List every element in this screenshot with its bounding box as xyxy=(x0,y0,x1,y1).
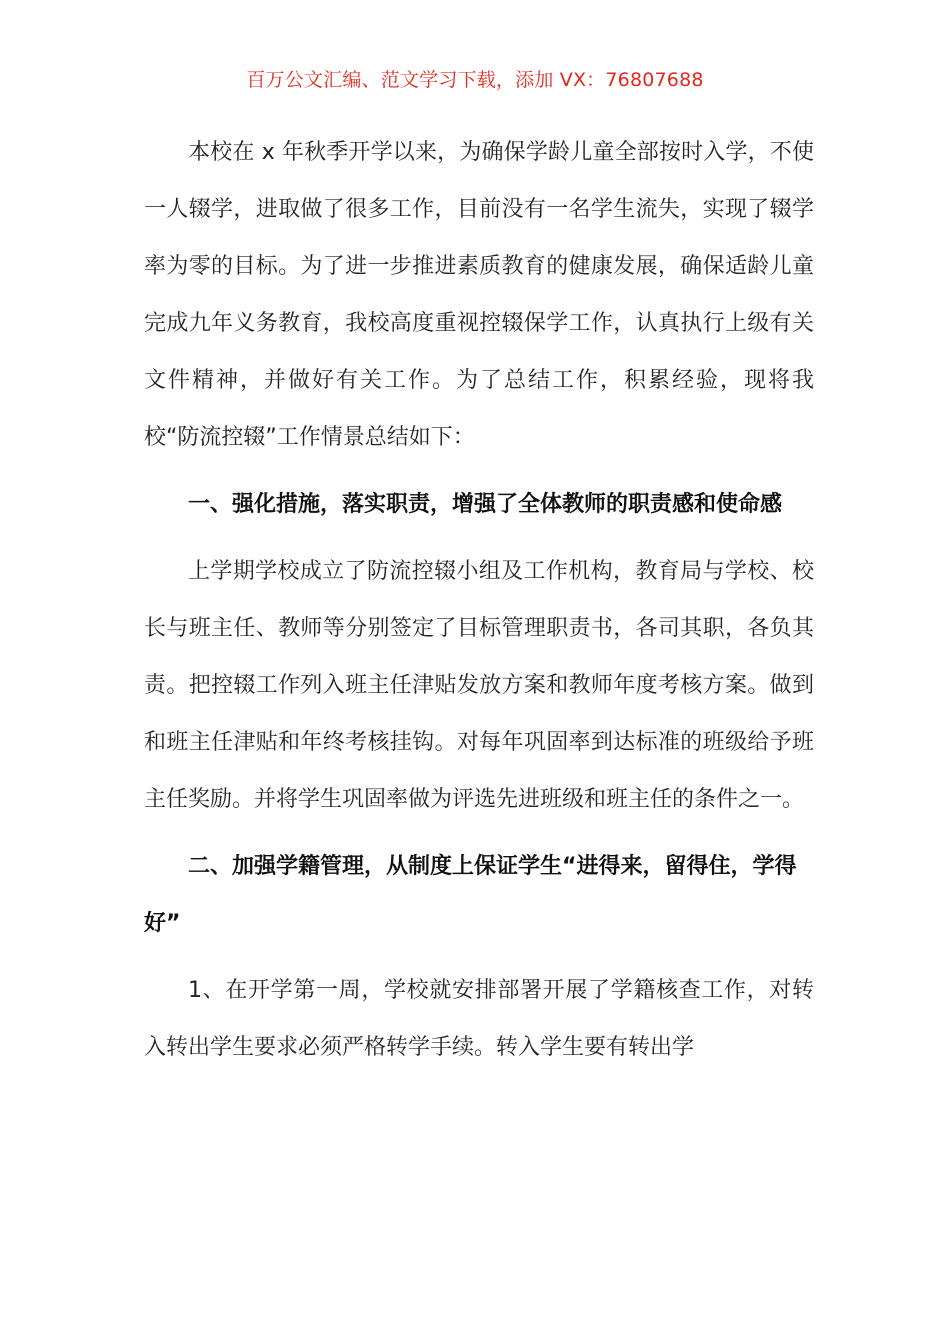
intro-paragraph: 本校在 x 年秋季开学以来，为确保学龄儿童全部按时入学，不使一人辍学，进取做了很多工作，目前没有一名学生流失，实现了辍学率为零的目标。为了进一步推进素质教育的健康发展，确保适龄儿童完成九年义务教育，我校高度重视控辍保学工作，认真执行上级有关文件精神，并做好有关工作。为了总结工作，积累经验，现将我校“防流控辍”工作情景总结如下： xyxy=(144,140,814,450)
section-1-heading: 一、强化措施，落实职责，增强了全体教师的职责感和使命感 xyxy=(188,492,783,517)
watermark-header: 百万公文汇编、范文学习下载，添加 VX：76807688 xyxy=(246,69,704,91)
section-1-paragraph: 上学期学校成立了防流控辍小组及工作机构，教育局与学校、校长与班主任、教师等分别签定了目标管理职责书，各司其职，各负其责。把控辍工作列入班主任津贴发放方案和教师年度考核方案。做到和班主任津贴和年终考核挂钩。对每年巩固率到达标准的班级给予班主任奖励。并将学生巩固率做为评选先进班级和班主任的条件之一。 xyxy=(144,559,814,812)
document-body xyxy=(144,124,814,1076)
section-2-paragraph: 1、在开学第一周，学校就安排部署开展了学籍核查工作，对转入转出学生要求必须严格转学手续。转入学生要有转出学 xyxy=(144,978,814,1060)
section-2-heading: 二、加强学籍管理，从制度上保证学生“进得来，留得住，学得好” xyxy=(144,854,797,936)
